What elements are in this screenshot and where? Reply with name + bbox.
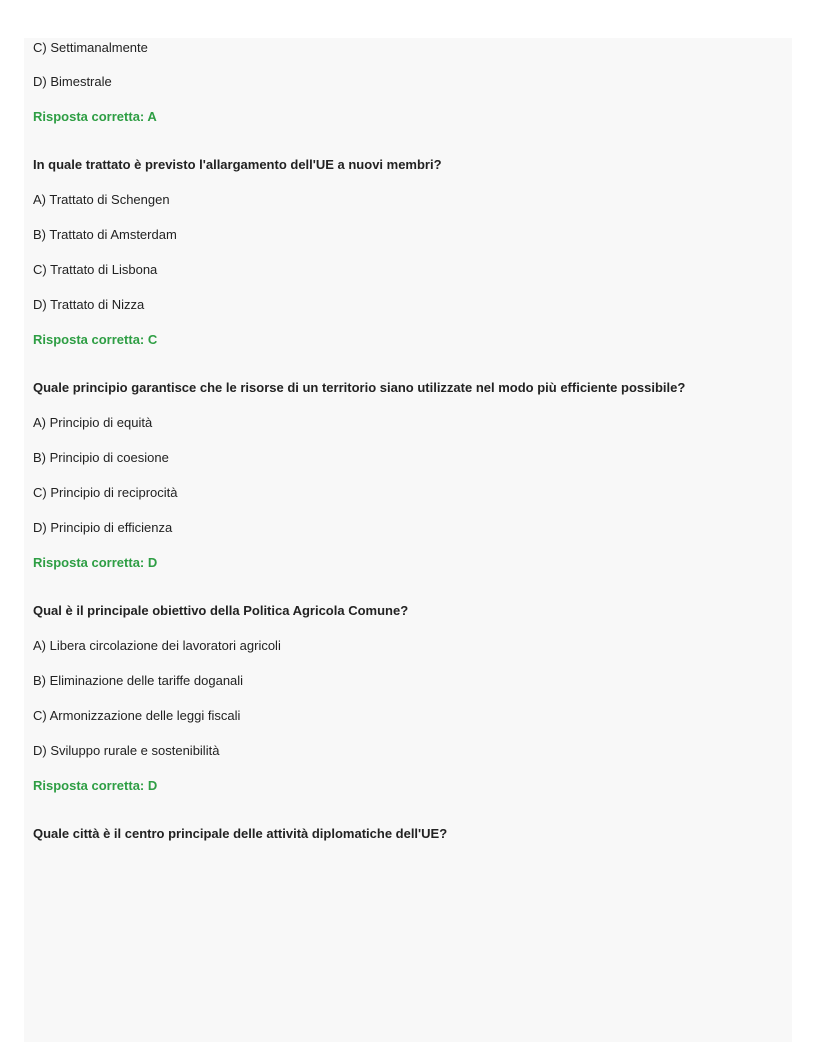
option-d: D) Principio di efficienza bbox=[33, 520, 173, 535]
question-text: In quale trattato è previsto l'allargamento dell'UE a nuovi membri? bbox=[33, 157, 442, 172]
option-b: B) Eliminazione delle tariffe doganali bbox=[33, 673, 244, 688]
correct-answer: Risposta corretta: C bbox=[33, 332, 158, 347]
question-text: Qual è il principale obiettivo della Politica Agricola Comune? bbox=[33, 603, 409, 618]
question-text: Quale principio garantisce che le risorse di un territorio siano utilizzate nel modo più efficiente possibile? bbox=[33, 380, 686, 395]
option-d: D) Sviluppo rurale e sostenibilità bbox=[33, 743, 220, 758]
option-c: C) Settimanalmente bbox=[33, 40, 148, 55]
quiz-panel bbox=[24, 38, 792, 1042]
option-b: B) Principio di coesione bbox=[33, 450, 169, 465]
correct-answer: Risposta corretta: D bbox=[33, 778, 158, 793]
option-c: C) Trattato di Lisbona bbox=[33, 262, 158, 277]
option-b: B) Trattato di Amsterdam bbox=[33, 227, 177, 242]
option-c: C) Armonizzazione delle leggi fiscali bbox=[33, 708, 241, 723]
option-d: D) Trattato di Nizza bbox=[33, 297, 145, 312]
correct-answer: Risposta corretta: A bbox=[33, 109, 157, 124]
option-a: A) Trattato di Schengen bbox=[33, 192, 170, 207]
option-c: C) Principio di reciprocità bbox=[33, 485, 178, 500]
correct-answer: Risposta corretta: D bbox=[33, 555, 158, 570]
question-text: Quale città è il centro principale delle attività diplomatiche dell'UE? bbox=[33, 826, 448, 841]
option-a: A) Libera circolazione dei lavoratori agricoli bbox=[33, 638, 281, 653]
option-a: A) Principio di equità bbox=[33, 415, 153, 430]
option-d: D) Bimestrale bbox=[33, 74, 112, 89]
